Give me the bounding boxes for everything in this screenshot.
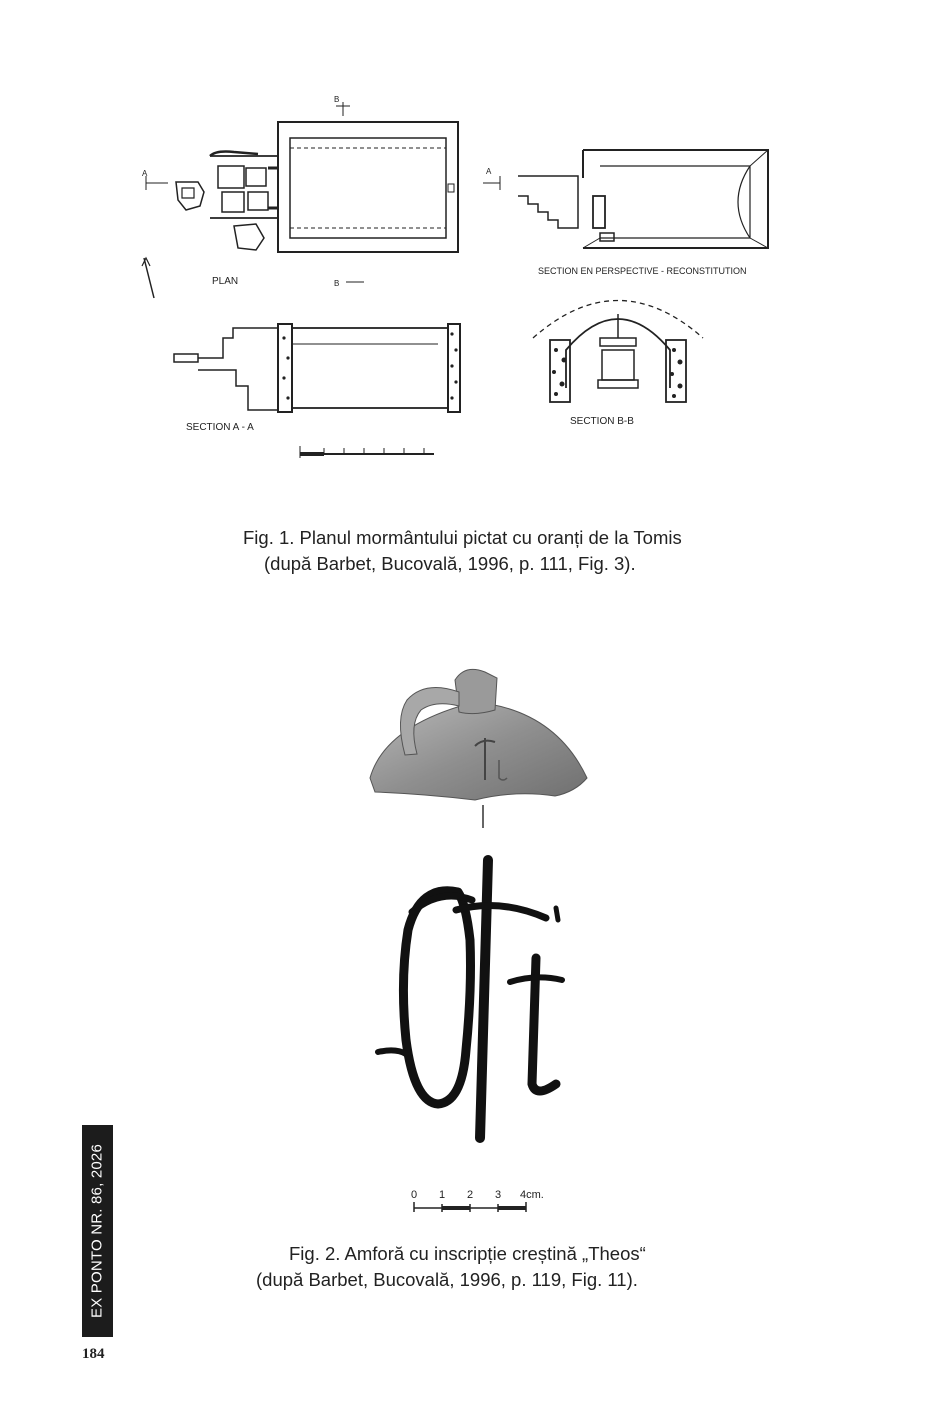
marker-b-top: B xyxy=(334,95,340,104)
figure1-caption-line2: (după Barbet, Bucovală, 1996, p. 111, Fig. 3). xyxy=(264,553,636,574)
journal-side-bar xyxy=(82,1125,113,1337)
plan-label: PLAN xyxy=(212,276,239,287)
scale-label-3: 3 xyxy=(495,1189,502,1201)
tomb-plan-figure xyxy=(138,88,818,468)
figure2-caption-line1: Fig. 2. Amforă cu inscripție creștină „Theos“ xyxy=(289,1243,646,1264)
scale-label-2: 2 xyxy=(467,1189,474,1201)
journal-issue-label: EX PONTO NR. 86, 2026 xyxy=(88,1144,106,1318)
page-number: 184 xyxy=(82,1346,105,1362)
perspective-label: SECTION EN PERSPECTIVE - RECONSTITUTION xyxy=(538,266,747,276)
scale-label-4: 4cm. xyxy=(520,1189,544,1201)
scale-label-0: 0 xyxy=(411,1189,418,1201)
section-aa-label: SECTION A - A xyxy=(186,422,254,433)
amphora-photo xyxy=(355,650,605,835)
scale-label-1: 1 xyxy=(439,1189,446,1201)
marker-a-right: A xyxy=(486,167,492,176)
plan-outer-wall xyxy=(278,122,458,252)
marker-a-left: A xyxy=(142,169,148,178)
marker-b-bottom: B xyxy=(334,279,340,288)
theos-inscription-drawing xyxy=(360,840,600,1220)
figure1-caption-line1: Fig. 1. Planul mormântului pictat cu oranți de la Tomis xyxy=(243,527,682,548)
section-bb-label: SECTION B-B xyxy=(570,416,634,427)
plan-inner-room xyxy=(290,138,446,238)
figure2-caption-line2: (după Barbet, Bucovală, 1996, p. 119, Fig. 11). xyxy=(256,1269,638,1290)
